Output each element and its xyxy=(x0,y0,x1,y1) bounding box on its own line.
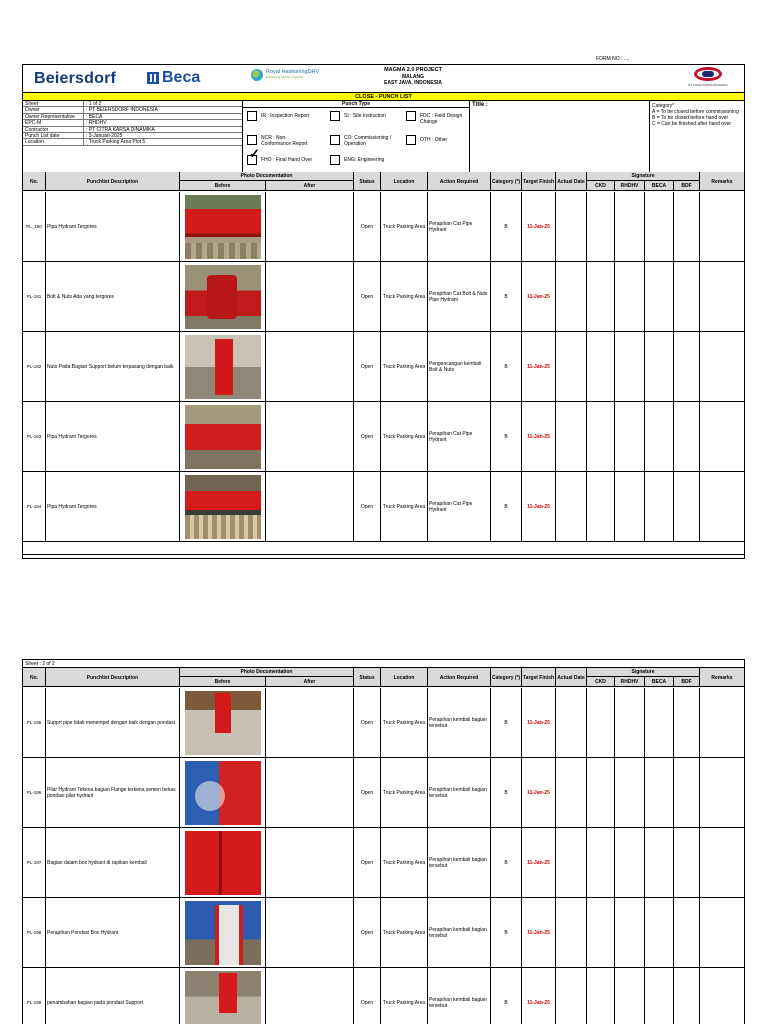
after-photo-cell xyxy=(266,688,354,758)
si-checkbox[interactable] xyxy=(330,111,340,121)
row-target-finish: 11-Jan-25 xyxy=(522,758,556,828)
row-sign-ckd xyxy=(587,402,615,472)
row-category: B xyxy=(491,332,522,402)
beca-logo xyxy=(147,69,200,87)
row-number: PL-199 xyxy=(23,968,46,1024)
col-beca: BECA xyxy=(645,181,674,191)
info-row xyxy=(23,139,242,145)
row-sign-rhdhv xyxy=(615,968,645,1024)
after-photo-cell xyxy=(266,332,354,402)
table-row xyxy=(23,192,744,262)
row-description: Nuts Pada Bagian Support belum terpasang dengan baik xyxy=(46,332,180,402)
row-target-finish: 11-Jan-25 xyxy=(522,828,556,898)
row-sign-ckd xyxy=(587,262,615,332)
category-legend-title: Category* xyxy=(652,103,675,109)
row-number: PL-198 xyxy=(23,898,46,968)
row-category: B xyxy=(491,402,522,472)
citra-karsa-logo xyxy=(673,67,743,87)
row-remarks xyxy=(700,332,744,402)
row-actual-date xyxy=(556,828,587,898)
royal-haskoning-text: Royal HaskoningDHV xyxy=(266,69,320,75)
row-number: PL-197 xyxy=(23,828,46,898)
row-sign-rhdhv xyxy=(615,898,645,968)
fdc-label: FDC : Field Design Change xyxy=(420,113,463,125)
info-key: Owner Representative xyxy=(25,113,75,120)
row-description: Bagian dalam box hydrant di rapikan kembali xyxy=(46,828,180,898)
col-remarks: Remarks xyxy=(711,674,733,681)
info-key: EPC-M xyxy=(25,120,42,127)
info-key: Contractor xyxy=(25,126,49,133)
row-target-finish: 11-Jan-25 xyxy=(522,192,556,262)
row-remarks xyxy=(700,402,744,472)
col-target-finish: Target Finish xyxy=(522,172,556,191)
ir-checkbox[interactable] xyxy=(247,111,257,121)
col-rhdhv: RHDHV xyxy=(615,181,645,191)
info-key: Location xyxy=(25,139,44,146)
empty-row xyxy=(23,542,744,555)
row-sign-beca xyxy=(645,402,674,472)
table-row xyxy=(23,968,744,1024)
row-location: Truck Parking Area xyxy=(381,402,428,472)
row-action: Perapihan kembali bagian tersebut xyxy=(428,898,491,968)
row-description: Pipa Hydrant Tergores xyxy=(46,192,180,262)
col-remarks: Remarks xyxy=(711,178,733,185)
category-legend-c: C = Can be finished after hand over xyxy=(652,121,732,127)
row-remarks xyxy=(700,758,744,828)
row-sign-bdf xyxy=(674,472,700,542)
project-name: MAGMA 2.0 PROJECT xyxy=(384,67,442,73)
row-number: PL_190 xyxy=(23,192,46,262)
row-action: Perapihan Cat Pipe Hydrant xyxy=(428,192,491,262)
project-city: MALANG xyxy=(402,73,424,80)
col-before: Before xyxy=(180,181,266,191)
row-status: Open xyxy=(354,688,381,758)
row-sign-beca xyxy=(645,898,674,968)
row-remarks xyxy=(700,968,744,1024)
row-sign-beca xyxy=(645,472,674,542)
ncr-label: NCR : Non-Conformance Report xyxy=(261,135,308,147)
row-actual-date xyxy=(556,968,587,1024)
row-actual-date xyxy=(556,472,587,542)
before-photo-cell xyxy=(180,828,266,898)
punch-type-title: Punch Type xyxy=(243,101,469,108)
after-photo-cell xyxy=(266,472,354,542)
table-row xyxy=(23,332,744,402)
form-number: FORM NO : .... xyxy=(596,56,630,62)
citra-karsa-mark-icon xyxy=(694,67,722,81)
before-photo-cell xyxy=(180,758,266,828)
row-category: B xyxy=(491,968,522,1024)
ir-label: IR : Inspection Report xyxy=(261,113,310,119)
row-description: penambahan bagian pada pondasi Support xyxy=(46,968,180,1024)
punch-list-sheet-2 xyxy=(22,659,745,1024)
row-sign-beca xyxy=(645,828,674,898)
category-legend xyxy=(650,101,744,179)
row-location: Truck Parking Area xyxy=(381,332,428,402)
after-photo-cell xyxy=(266,758,354,828)
eng-checkbox[interactable] xyxy=(330,155,340,165)
beca-logo-text: Beca xyxy=(162,69,201,86)
row-number: PL-192 xyxy=(23,332,46,402)
row-sign-ckd xyxy=(587,968,615,1024)
row-status: Open xyxy=(354,332,381,402)
row-sign-ckd xyxy=(587,688,615,758)
col-target-finish: Target Finish xyxy=(522,668,556,687)
oth-label: OTH : Other xyxy=(420,137,448,143)
table-header xyxy=(23,172,744,191)
col-no: No. xyxy=(23,172,46,191)
before-photo[interactable] xyxy=(185,901,261,965)
co-checkbox[interactable] xyxy=(330,135,340,145)
info-key: Sheet xyxy=(25,101,39,107)
before-photo[interactable] xyxy=(185,335,261,399)
row-category: B xyxy=(491,828,522,898)
col-category: Category (*) xyxy=(491,668,522,687)
row-location: Truck Parking Area xyxy=(381,192,428,262)
row-action: Perapihan kembali bagian tersebut xyxy=(428,828,491,898)
info-key: Punch List date xyxy=(25,133,60,139)
row-sign-rhdhv xyxy=(615,688,645,758)
row-sign-beca xyxy=(645,192,674,262)
row-action: Perapihan Cat Bolt & Nuts Pipe Hydrant xyxy=(428,262,491,332)
before-photo[interactable] xyxy=(185,265,261,329)
col-action-required: Action Required xyxy=(428,668,491,687)
table-row xyxy=(23,472,744,542)
row-actual-date xyxy=(556,758,587,828)
co-label: CO: Commissioning / Operation xyxy=(344,135,392,147)
row-sign-bdf xyxy=(674,402,700,472)
before-photo-cell xyxy=(180,472,266,542)
ncr-checkbox[interactable] xyxy=(247,135,257,145)
col-ckd: CKD xyxy=(587,677,615,687)
after-photo-cell xyxy=(266,828,354,898)
info-value: : Truck Parking Area Plot 5 xyxy=(83,139,242,145)
row-action: Perapihan kembali bagian tersebut xyxy=(428,968,491,1024)
row-remarks xyxy=(700,262,744,332)
col-signature: Signature xyxy=(587,172,700,181)
fho-checkbox-checked[interactable] xyxy=(247,155,257,165)
row-sign-bdf xyxy=(674,192,700,262)
beiersdorf-logo: Beiersdorf xyxy=(34,70,117,87)
table-row xyxy=(23,402,744,472)
row-status: Open xyxy=(354,968,381,1024)
row-action: Perapihan kembali bagian tersebut xyxy=(428,758,491,828)
row-category: B xyxy=(491,688,522,758)
info-value: : 3-Januari-2025 xyxy=(83,133,242,139)
info-block xyxy=(23,101,744,179)
row-sign-rhdhv xyxy=(615,828,645,898)
col-rhdhv: RHDHV xyxy=(615,677,645,687)
row-description: Pilar Hydrant Tekena bagian Flange terkena semen bekas pondasi pilar hydrant xyxy=(46,758,180,828)
col-bdf: BDF xyxy=(674,677,700,687)
row-actual-date xyxy=(556,688,587,758)
row-sign-beca xyxy=(645,262,674,332)
punch-type-block xyxy=(242,101,470,179)
row-remarks xyxy=(700,898,744,968)
after-photo-cell xyxy=(266,192,354,262)
col-before: Before xyxy=(180,677,266,687)
document-header xyxy=(23,65,744,93)
col-photo-documentation: Photo Documentation xyxy=(180,668,354,677)
col-photo-documentation: Photo Documentation xyxy=(180,172,354,181)
col-description: Punchlist Description xyxy=(46,668,180,687)
title-field: Title : xyxy=(470,101,650,179)
row-sign-ckd xyxy=(587,758,615,828)
row-number: PL-191 xyxy=(23,262,46,332)
info-value: : PT BEIERSDORF INDONESIA xyxy=(83,107,242,113)
row-remarks xyxy=(700,472,744,542)
beca-mark-icon xyxy=(147,72,159,84)
before-photo[interactable] xyxy=(185,971,261,1024)
row-location: Truck Parking Area xyxy=(381,472,428,542)
col-status: Status xyxy=(354,668,381,687)
row-location: Truck Parking Area xyxy=(381,758,428,828)
before-photo[interactable] xyxy=(185,761,261,825)
document-title: CLOSE - PUNCH LIST xyxy=(23,93,744,101)
col-ckd: CKD xyxy=(587,181,615,191)
row-description: Perapihan Pondasi Box Hydrant xyxy=(46,898,180,968)
after-photo-cell xyxy=(266,968,354,1024)
before-photo-cell xyxy=(180,262,266,332)
row-sign-bdf xyxy=(674,898,700,968)
info-value: : RHDHV xyxy=(83,120,242,126)
row-actual-date xyxy=(556,332,587,402)
col-action-required: Action Required xyxy=(428,172,491,191)
row-sign-ckd xyxy=(587,192,615,262)
row-sign-beca xyxy=(645,968,674,1024)
project-title xyxy=(323,67,503,87)
royal-haskoning-mark-icon xyxy=(251,69,263,81)
row-sign-rhdhv xyxy=(615,758,645,828)
col-signature: Signature xyxy=(587,668,700,677)
before-photo[interactable] xyxy=(185,691,261,755)
row-sign-bdf xyxy=(674,332,700,402)
table-row xyxy=(23,898,744,968)
row-status: Open xyxy=(354,192,381,262)
fdc-checkbox[interactable] xyxy=(406,111,416,121)
row-category: B xyxy=(491,192,522,262)
row-sign-bdf xyxy=(674,262,700,332)
sheet2-label: Sheet : 2 of 2 xyxy=(23,660,744,668)
row-description: Pipa Hydrant Tergores xyxy=(46,472,180,542)
eng-label: ENG: Engineering xyxy=(344,157,385,163)
row-remarks xyxy=(700,828,744,898)
row-status: Open xyxy=(354,472,381,542)
row-location: Truck Parking Area xyxy=(381,968,428,1024)
row-sign-beca xyxy=(645,332,674,402)
row-target-finish: 11-Jan-25 xyxy=(522,688,556,758)
row-sign-rhdhv xyxy=(615,262,645,332)
row-sign-ckd xyxy=(587,828,615,898)
royal-haskoning-logo xyxy=(251,69,319,81)
before-photo-cell xyxy=(180,968,266,1024)
row-target-finish: 11-Jan-25 xyxy=(522,472,556,542)
row-target-finish: 11-Jan-25 xyxy=(522,898,556,968)
row-sign-ckd xyxy=(587,332,615,402)
row-description: Pipa Hydrant Tergores xyxy=(46,402,180,472)
col-after: After xyxy=(266,181,354,191)
row-category: B xyxy=(491,262,522,332)
row-sign-rhdhv xyxy=(615,192,645,262)
row-sign-beca xyxy=(645,688,674,758)
row-sign-bdf xyxy=(674,688,700,758)
col-actual-date: Actual Date xyxy=(556,668,587,687)
row-actual-date xyxy=(556,402,587,472)
row-target-finish: 11-Jan-25 xyxy=(522,332,556,402)
before-photo-cell xyxy=(180,332,266,402)
row-action: Perapihan kembali bagian tersebut xyxy=(428,688,491,758)
row-action: Perapihan Cat Pipe Hydrant xyxy=(428,402,491,472)
project-region: EAST JAVA, INDONESIA xyxy=(384,80,442,86)
row-action: Perapihan Cat Pipe Hydrant xyxy=(428,472,491,542)
row-status: Open xyxy=(354,402,381,472)
row-number: PL-196 xyxy=(23,758,46,828)
before-photo[interactable] xyxy=(185,195,261,259)
before-photo-cell xyxy=(180,402,266,472)
row-description: Supprt pipe tidak menempel dengan baik dengan pondasi xyxy=(46,688,180,758)
table-header xyxy=(23,668,744,687)
row-number: PL-193 xyxy=(23,402,46,472)
row-sign-rhdhv xyxy=(615,402,645,472)
punch-list-sheet-1 xyxy=(22,64,745,559)
fho-label: FHO : Final Hand Over xyxy=(261,157,313,163)
row-sign-ckd xyxy=(587,472,615,542)
table-row xyxy=(23,828,744,898)
table-row xyxy=(23,758,744,828)
row-action: Pengencangan kembali Bolt & Nuts xyxy=(428,332,491,402)
after-photo-cell xyxy=(266,898,354,968)
table-row xyxy=(23,262,744,332)
row-location: Truck Parking Area xyxy=(381,898,428,968)
row-sign-beca xyxy=(645,758,674,828)
row-status: Open xyxy=(354,262,381,332)
row-description: Bolt & Nuts Ada yang tergores xyxy=(46,262,180,332)
row-number: PL-195 xyxy=(23,688,46,758)
row-sign-rhdhv xyxy=(615,332,645,402)
before-photo-cell xyxy=(180,192,266,262)
row-target-finish: 11-Jan-25 xyxy=(522,402,556,472)
after-photo-cell xyxy=(266,262,354,332)
after-photo-cell xyxy=(266,402,354,472)
before-photo[interactable] xyxy=(185,475,261,539)
col-after: After xyxy=(266,677,354,687)
row-sign-bdf xyxy=(674,828,700,898)
row-sign-ckd xyxy=(587,898,615,968)
royal-haskoning-tagline: Enhancing Society Together xyxy=(266,75,304,79)
row-sign-rhdhv xyxy=(615,472,645,542)
row-category: B xyxy=(491,758,522,828)
row-actual-date xyxy=(556,262,587,332)
info-value: : BECA xyxy=(83,114,242,120)
col-category: Category (*) xyxy=(491,172,522,191)
row-actual-date xyxy=(556,192,587,262)
before-photo-cell xyxy=(180,688,266,758)
before-photo[interactable] xyxy=(185,405,261,469)
info-value: : PT CITRA KARSA DINAMIKA xyxy=(83,127,242,133)
col-status: Status xyxy=(354,172,381,191)
row-status: Open xyxy=(354,898,381,968)
row-remarks xyxy=(700,688,744,758)
row-sign-bdf xyxy=(674,968,700,1024)
row-remarks xyxy=(700,192,744,262)
row-number: PL-194 xyxy=(23,472,46,542)
row-actual-date xyxy=(556,898,587,968)
si-label: SI : Site Instruction xyxy=(344,113,386,119)
before-photo-cell xyxy=(180,898,266,968)
col-no: No. xyxy=(23,668,46,687)
table-row xyxy=(23,688,744,758)
row-location: Truck Parking Area xyxy=(381,688,428,758)
citra-karsa-caption: PT CITRA KARSA DINAMIKA xyxy=(688,83,728,87)
info-key: Owner xyxy=(25,107,40,114)
row-target-finish: 11-Jan-25 xyxy=(522,262,556,332)
info-value: : 1 of 2 xyxy=(83,101,242,107)
category-legend-a: A = To be closed before commissioning xyxy=(652,109,739,115)
col-beca: BECA xyxy=(645,677,674,687)
row-target-finish: 11-Jan-25 xyxy=(522,968,556,1024)
row-category: B xyxy=(491,472,522,542)
row-sign-bdf xyxy=(674,758,700,828)
col-bdf: BDF xyxy=(674,181,700,191)
col-location: Location xyxy=(381,172,428,191)
row-status: Open xyxy=(354,828,381,898)
oth-checkbox[interactable] xyxy=(406,135,416,145)
row-location: Truck Parking Area xyxy=(381,828,428,898)
category-legend-b: B = To be closed before hand over xyxy=(652,115,729,121)
col-actual-date: Actual Date xyxy=(556,172,587,191)
row-location: Truck Parking Area xyxy=(381,262,428,332)
row-status: Open xyxy=(354,758,381,828)
before-photo[interactable] xyxy=(185,831,261,895)
col-location: Location xyxy=(381,668,428,687)
row-category: B xyxy=(491,898,522,968)
col-description: Punchlist Description xyxy=(46,172,180,191)
